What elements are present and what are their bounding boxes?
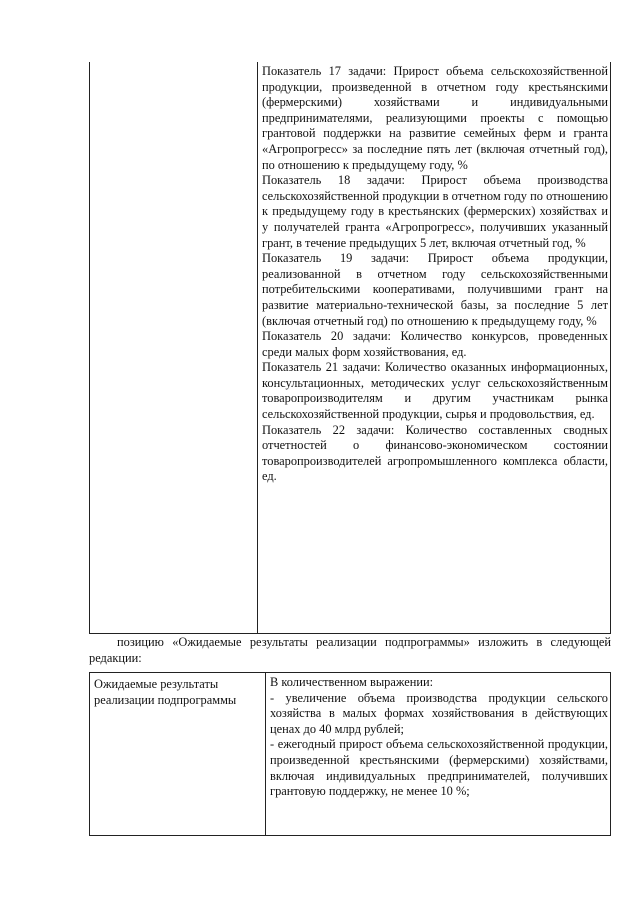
indicator-21: Показатель 21 задачи: Количество оказанных информационных, консультационных, методических услуг сельскохозяйственным товаропроизводителям и другим участникам рынка сельскохозяйственной продукции, сырья и продовольствия, ед. — [262, 360, 608, 422]
indicator-18: Показатель 18 задачи: Прирост объема производства сельскохозяйственной продукции в отчетном году по отношению к предыдущему году в крестьянских (фермерских) хозяйствах и у получателей гранта «Агропрогресс», получивших указанный грант, в течение предыдущих 5 лет, включая отчетный год, % — [262, 173, 608, 250]
indicators-table — [89, 62, 611, 634]
indicator-17: Показатель 17 задачи: Прирост объема сельскохозяйственной продукции, произведенной в отчетном году крестьянскими (фермерскими) хозяйствами и индивидуальными предпринимателями, реализующими проекты с помощью грантовой поддержки на развитие семейных ферм и гранта «Агропрогресс» за последние пять лет (включая отчетный год), по отношению к предыдущему году, % — [262, 64, 608, 172]
indicators-text-cell — [258, 62, 611, 634]
expected-results-label-cell — [90, 673, 266, 836]
expected-result-item: - увеличение объема производства продукции сельского хозяйства в малых формах хозяйствования в действующих ценах до 40 млрд рублей; — [270, 690, 608, 736]
expected-results-text-cell — [266, 673, 611, 836]
expected-results-label: Ожидаемые результаты реализации подпрограммы — [94, 677, 237, 707]
expected-results-heading: В количественном выражении: — [270, 675, 434, 689]
indicator-22: Показатель 22 задачи: Количество составленных сводных отчетностей о финансово-экономическом состоянии товаропроизводителей агропромышленного комплекса области, ед. — [262, 422, 608, 484]
indicator-20: Показатель 20 задачи: Количество конкурсов, проведенных среди малых форм хозяйствования, ед. — [262, 329, 608, 359]
indicator-19: Показатель 19 задачи: Прирост объема продукции, реализованной в отчетном году сельскохозяйственными потребительскими кооперативами, получившими грант на развитие материально-технической базы, за последние 5 лет (включая отчетный год) по отношению к предыдущему году, % — [262, 251, 608, 328]
expected-result-item: - ежегодный прирост объема сельскохозяйственной продукции, произведенной крестьянскими (фермерскими) хозяйствами, включая индивидуальных предпринимателей, получивших грантовую поддержку, не менее 10 %; — [270, 737, 608, 799]
amendment-intro: позицию «Ожидаемые результаты реализации подпрограммы» изложить в следующей редакции: — [89, 635, 611, 666]
indicators-label-cell — [90, 62, 258, 634]
expected-results-table — [89, 672, 611, 836]
